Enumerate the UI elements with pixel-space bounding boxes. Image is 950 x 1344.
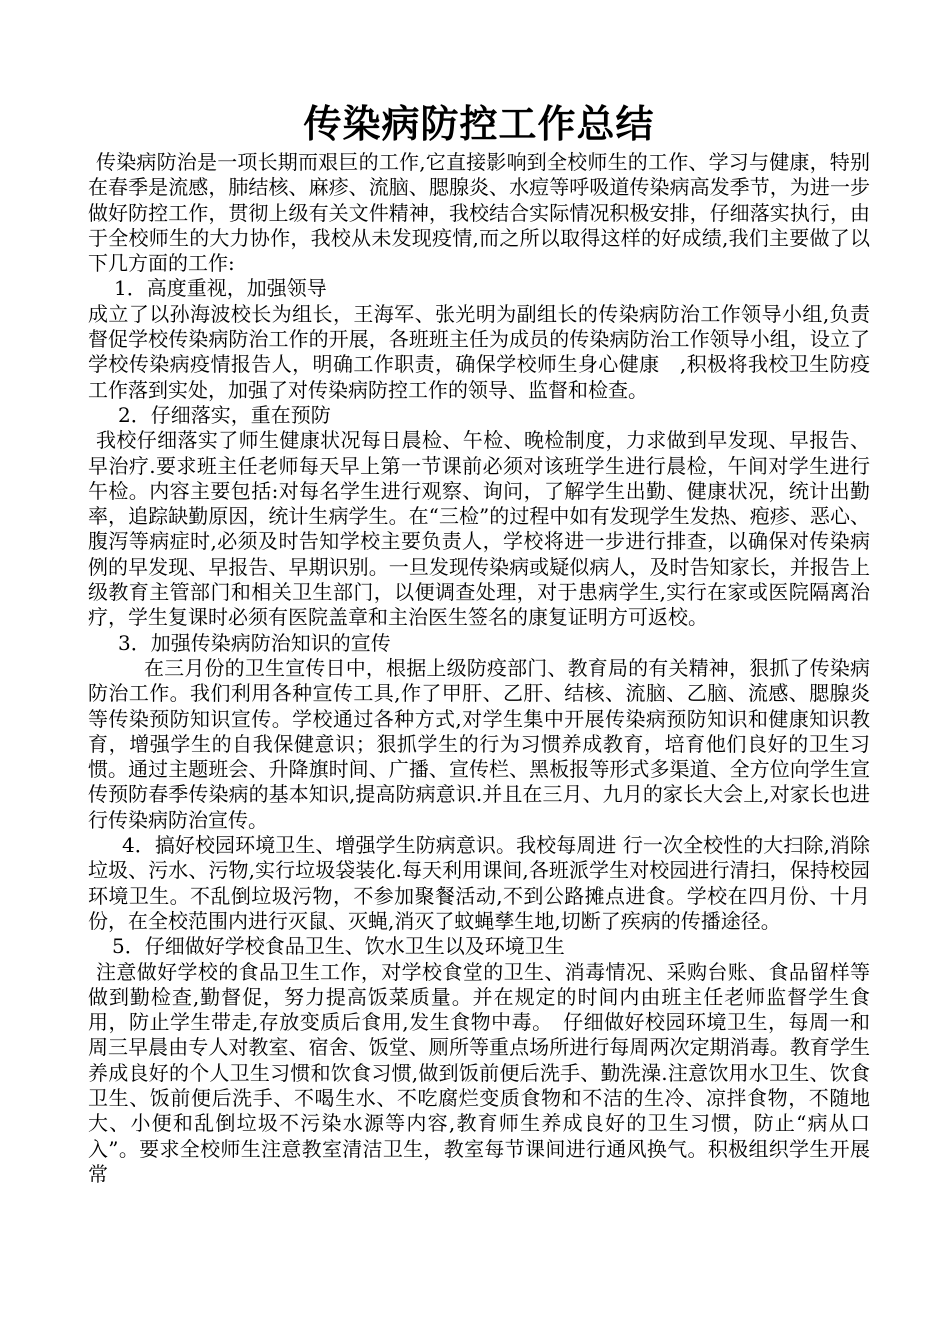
section-5-heading: 5．仔细做好学校食品卫生、饮水卫生以及环境卫生: [112, 934, 565, 959]
section-1-heading: 1．高度重视，加强领导: [114, 276, 327, 301]
section-2-heading: 2．仔细落实，重在预防: [118, 402, 331, 427]
section-5-body: 注意做好学校的食品卫生工作，对学校食堂的卫生、消毒情况、采购台账、食品留样等做到勤检查,勤督促，努力提高饭菜质量。并在规定的时间内由班主任老师监督学生食用，防止学生带走,存放变质后食用,发生食物中毒。 仔细做好校园环境卫生，每周一和周三早晨由专人对教室、宿舍、饭堂、厕所等重点场所进行每周两次定期消毒。教育学生养成良好的个人卫生习惯和饮食习惯,做到饭前便后洗手、勤洗澡.注意饮用水卫生、饮食卫生、饭前便后洗手、不喝生水、不吃腐烂变质食物和不洁的生冷、凉拌食物，不随地大、小便和乱倒垃圾不污染水源等内容,教育师生养成良好的卫生习惯，防止“病从口入”。要求全校师生注意教室清洁卫生，教室每节课间进行通风换气。积极组织学生开展常: [88, 959, 870, 1186]
section-4-body: 4．搞好校园环境卫生、增强学生防病意识。我校每周进 行一次全校性的大扫除,消除垃圾、污水、污物,实行垃圾袋装化.每天利用课间,各班派学生对校园进行清扫，保持校园环境卫生。不乱倒垃圾污物，不参加聚餐活动,不到公路摊点进食。学校在四月份、十月份，在全校范围内进行灭鼠、灭蝇,消灭了蚊蝇孳生地,切断了疾病的传播途径。: [88, 833, 870, 933]
document-title: 传染病防控工作总结: [303, 101, 655, 146]
document-page: [88, 98, 870, 1187]
section-3-heading: 3．加强传染病防治知识的宣传: [118, 630, 391, 655]
intro-paragraph: 传染病防治是一项长期而艰巨的工作,它直接影响到全校师生的工作、学习与健康，特别在春季是流感，肺结核、麻疹、流脑、腮腺炎、水痘等呼吸道传染病高发季节，为进一步做好防控工作，贯彻上级有关文件精神，我校结合实际情况积极安排，仔细落实执行，由于全校师生的大力协作，我校从未发现疫情,而之所以取得这样的好成绩,我们主要做了以下几方面的工作:: [88, 150, 870, 276]
section-2-body: 我校仔细落实了师生健康状况每日晨检、午检、晚检制度，力求做到早发现、早报告、早治疗.要求班主任老师每天早上第一节课前必须对该班学生进行晨检，午间对学生进行午检。内容主要包括:对每名学生进行观察、询问，了解学生出勤、健康状况，统计出勤率，追踪缺勤原因，统计生病学生。在“三检”的过程中如有发现学生发热、疱疹、恶心、腹泻等病症时,必须及时告知学校主要负责人，学校将进一步进行排查，以确保对传染病例的早发现、早报告、早期识别。一旦发现传染病或疑似病人，及时告知家长，并报告上级教育主管部门和相关卫生部门，以便调查处理，对于患病学生,实行在家或医院隔离治疗，学生复课时必须有医院盖章和主治医生签名的康复证明方可返校。: [88, 428, 870, 630]
section-1-body: 成立了以孙海波校长为组长，王海军、张光明为副组长的传染病防治工作领导小组,负责督促学校传染病防治工作的开展，各班班主任为成员的传染病防治工作领导小组，设立了学校传染病疫情报告人，明确工作职责，确保学校师生身心健康 ,积极将我校卫生防疫工作落到实处，加强了对传染病防控工作的领导、监督和检查。: [88, 301, 870, 402]
section-3-body: 在三月份的卫生宣传日中，根据上级防疫部门、教育局的有关精神，狠抓了传染病防治工作。我们利用各种宣传工具,作了甲肝、乙肝、结核、流脑、乙脑、流感、腮腺炎等传染预防知识宣传。学校通过各种方式,对学生集中开展传染病预防知识和健康知识教育，增强学生的自我保健意识；狠抓学生的行为习惯养成教育，培育他们良好的卫生习惯。通过主题班会、升降旗时间、广播、宣传栏、黑板报等形式多渠道、全方位向学生宣传预防春季传染病的基本知识,提高防病意识.并且在三月、九月的家长大会上,对家长也进行传染病防治宣传。: [88, 655, 870, 832]
